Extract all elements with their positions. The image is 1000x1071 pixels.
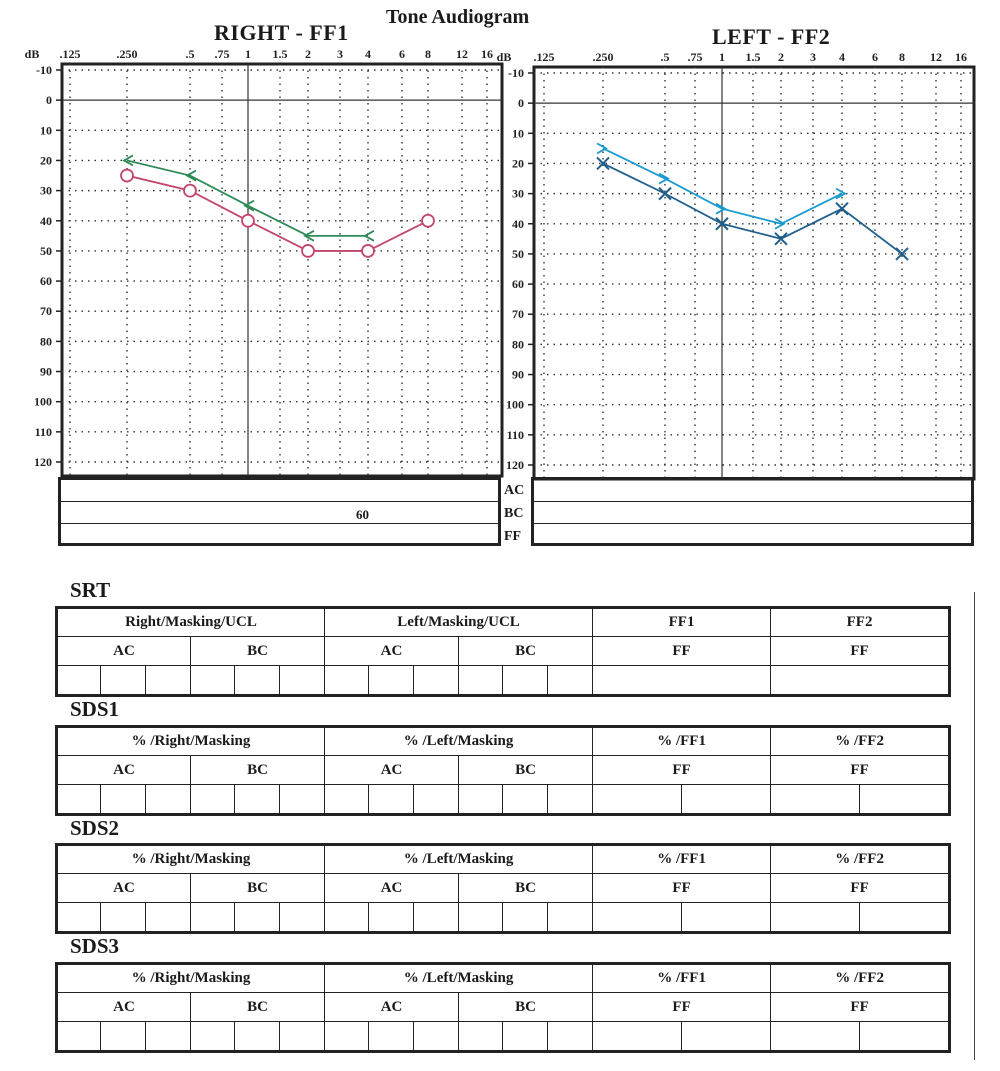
srt-cell[interactable] — [191, 666, 235, 696]
sds1-cell[interactable] — [414, 785, 459, 815]
sds1-cell[interactable] — [593, 785, 682, 815]
sds1-cell[interactable] — [191, 785, 235, 815]
sds1-right-bc: BC — [191, 756, 325, 785]
sds2-ff1-ff: FF — [593, 874, 771, 903]
sds3-ff1-ff: FF — [593, 993, 771, 1022]
srt-ff2-ff: FF — [771, 637, 950, 666]
left-y-tick: 100 — [506, 397, 524, 412]
srt-cell[interactable] — [101, 666, 146, 696]
right-y-tick: 0 — [46, 93, 52, 108]
srt-cell[interactable] — [459, 666, 503, 696]
right-x-tick: 1.5 — [272, 47, 288, 61]
sds1-cell[interactable] — [682, 785, 771, 815]
sds2-cell[interactable] — [593, 903, 682, 933]
right-ylabel: dB — [24, 47, 40, 61]
left-y-tick: 90 — [512, 367, 524, 382]
right-y-tick: 60 — [40, 274, 52, 289]
sds2-cell[interactable] — [191, 903, 235, 933]
left-y-tick: 110 — [506, 427, 524, 442]
sds3-cell[interactable] — [860, 1022, 950, 1052]
sds2-cell[interactable] — [57, 903, 101, 933]
sds1-cell[interactable] — [771, 785, 860, 815]
left-series-cross-line — [603, 163, 902, 253]
sds1-cell[interactable] — [369, 785, 414, 815]
sds1-table — [55, 725, 951, 816]
srt-right-bc: BC — [191, 637, 325, 666]
sds1-left-ac: AC — [325, 756, 459, 785]
sds2-cell[interactable] — [369, 903, 414, 933]
sds1-ff2-header: % /FF2 — [771, 727, 950, 756]
left-x-tick: .125 — [533, 50, 555, 64]
srt-cell[interactable] — [146, 666, 191, 696]
right-y-tick: 20 — [40, 153, 52, 168]
sds3-cell[interactable] — [235, 1022, 280, 1052]
right-y-tick: 120 — [34, 455, 52, 469]
right-point-circle — [302, 245, 314, 257]
right-x-tick: 3 — [337, 47, 343, 61]
right-chart-title: RIGHT - FF1 — [214, 20, 349, 45]
left-x-tick: 1 — [719, 50, 725, 64]
srt-cell[interactable] — [325, 666, 369, 696]
left-y-tick: 40 — [512, 216, 524, 231]
sds2-cell[interactable] — [280, 903, 325, 933]
sds1-left-header: % /Left/Masking — [325, 727, 593, 756]
sds1-ff1-ff: FF — [593, 756, 771, 785]
row-label-ac: AC — [504, 483, 525, 498]
srt-cell[interactable] — [57, 666, 101, 696]
sds3-ff2-ff: FF — [771, 993, 950, 1022]
right-point-arrow-left — [365, 231, 374, 241]
sds2-cell[interactable] — [459, 903, 503, 933]
sds2-cell[interactable] — [548, 903, 593, 933]
left-y-tick: 80 — [512, 337, 524, 352]
sds3-cell[interactable] — [593, 1022, 682, 1052]
page-title: Tone Audiogram — [386, 6, 530, 28]
sds3-right-bc: BC — [191, 993, 325, 1022]
left-y-tick: 60 — [512, 277, 524, 292]
sds3-left-header: % /Left/Masking — [325, 964, 593, 993]
srt-cell[interactable] — [503, 666, 548, 696]
right-y-tick: 80 — [40, 334, 52, 349]
right-x-tick: 16 — [481, 47, 493, 61]
sds1-cell[interactable] — [325, 785, 369, 815]
sds3-label: SDS3 — [70, 934, 120, 958]
right-x-tick: .5 — [185, 47, 195, 61]
right-x-tick: 1 — [245, 47, 251, 61]
right-x-tick: 6 — [399, 47, 405, 61]
srt-cell[interactable] — [280, 666, 325, 696]
sds3-right-ac: AC — [57, 993, 191, 1022]
sds1-ff1-header: % /FF1 — [593, 727, 771, 756]
right-y-tick: 90 — [40, 364, 52, 379]
srt-left-bc: BC — [459, 637, 593, 666]
sds2-table — [55, 843, 951, 934]
sds2-label: SDS2 — [70, 816, 120, 840]
left-x-tick: 8 — [899, 50, 905, 64]
sds3-table — [55, 962, 951, 1053]
sds3-cell[interactable] — [503, 1022, 548, 1052]
right-y-tick: 70 — [40, 304, 52, 319]
srt-ff1-header: FF1 — [593, 608, 771, 637]
sds1-cell[interactable] — [101, 785, 146, 815]
sds1-cell[interactable] — [503, 785, 548, 815]
right-plot-frame — [62, 64, 502, 476]
sds1-ff2-ff: FF — [771, 756, 950, 785]
srt-ff1-ff: FF — [593, 637, 771, 666]
sds3-cell[interactable] — [146, 1022, 191, 1052]
right-x-tick: .250 — [116, 47, 138, 61]
sds2-right-header: % /Right/Masking — [57, 845, 325, 874]
left-x-tick: 4 — [839, 50, 845, 64]
sds3-cell[interactable] — [280, 1022, 325, 1052]
sds2-left-ac: AC — [325, 874, 459, 903]
sds1-left-bc: BC — [459, 756, 593, 785]
right-threshold-rows — [58, 477, 501, 546]
sds2-cell[interactable] — [682, 903, 771, 933]
sds3-cell[interactable] — [101, 1022, 146, 1052]
right-y-tick: 100 — [34, 394, 52, 409]
left-threshold-rows — [531, 477, 974, 546]
left-x-tick: 12 — [930, 50, 942, 64]
sds1-cell[interactable] — [146, 785, 191, 815]
right-point-circle — [362, 245, 374, 257]
right-x-tick: 4 — [365, 47, 371, 61]
right-y-tick: 110 — [34, 424, 52, 439]
sds2-cell[interactable] — [235, 903, 280, 933]
right-audiogram — [0, 40, 505, 480]
left-plot-frame — [534, 67, 974, 479]
right-y-tick: 50 — [40, 243, 52, 258]
sds1-cell[interactable] — [57, 785, 101, 815]
right-y-tick: -10 — [36, 63, 52, 77]
left-x-tick: .250 — [592, 50, 614, 64]
right-row-bc-value: 60 — [356, 507, 369, 522]
sds1-cell[interactable] — [459, 785, 503, 815]
sds2-cell[interactable] — [503, 903, 548, 933]
srt-right-header: Right/Masking/UCL — [57, 608, 325, 637]
srt-left-ac: AC — [325, 637, 459, 666]
sds2-cell[interactable] — [325, 903, 369, 933]
right-series-circle-line — [127, 176, 428, 251]
left-y-tick: 0 — [518, 96, 524, 111]
left-y-tick: 20 — [512, 156, 524, 171]
sds1-cell[interactable] — [235, 785, 280, 815]
sds3-left-bc: BC — [459, 993, 593, 1022]
sds1-cell[interactable] — [548, 785, 593, 815]
sds2-cell[interactable] — [414, 903, 459, 933]
right-x-tick: 12 — [456, 47, 468, 61]
right-point-circle — [121, 170, 133, 182]
sds1-cell[interactable] — [280, 785, 325, 815]
sds3-cell[interactable] — [325, 1022, 369, 1052]
sds2-left-header: % /Left/Masking — [325, 845, 593, 874]
sds3-left-ac: AC — [325, 993, 459, 1022]
srt-ff2-header: FF2 — [771, 608, 950, 637]
srt-cell[interactable] — [771, 666, 950, 696]
right-y-tick: 40 — [40, 213, 52, 228]
srt-right-ac: AC — [57, 637, 191, 666]
left-y-tick: 120 — [506, 458, 524, 472]
srt-cell[interactable] — [414, 666, 459, 696]
left-x-tick: .5 — [660, 50, 670, 64]
left-x-tick: .75 — [687, 50, 703, 64]
sds3-cell[interactable] — [682, 1022, 771, 1052]
row-label-bc: BC — [504, 506, 524, 521]
row-label-ff: FF — [504, 529, 522, 544]
sds3-cell[interactable] — [369, 1022, 414, 1052]
right-point-circle — [242, 215, 254, 227]
sds3-cell[interactable] — [548, 1022, 593, 1052]
sds2-cell[interactable] — [101, 903, 146, 933]
srt-left-header: Left/Masking/UCL — [325, 608, 593, 637]
srt-cell[interactable] — [593, 666, 771, 696]
sds2-ff1-header: % /FF1 — [593, 845, 771, 874]
sds3-cell[interactable] — [191, 1022, 235, 1052]
srt-cell[interactable] — [548, 666, 593, 696]
right-point-circle — [184, 185, 196, 197]
sds2-left-bc: BC — [459, 874, 593, 903]
sds2-right-ac: AC — [57, 874, 191, 903]
sds1-label: SDS1 — [70, 697, 120, 721]
sds2-ff2-header: % /FF2 — [771, 845, 950, 874]
left-y-tick: 70 — [512, 307, 524, 322]
left-x-tick: 16 — [955, 50, 967, 64]
right-point-circle — [422, 215, 434, 227]
left-y-tick: 10 — [512, 126, 524, 141]
sds3-ff2-header: % /FF2 — [771, 964, 950, 993]
left-y-tick: -10 — [508, 66, 524, 80]
sds3-cell[interactable] — [459, 1022, 503, 1052]
right-x-tick: .125 — [59, 47, 81, 61]
left-ylabel: dB — [496, 50, 512, 64]
sds2-cell[interactable] — [771, 903, 860, 933]
sds2-cell[interactable] — [146, 903, 191, 933]
left-chart-title: LEFT - FF2 — [712, 24, 831, 49]
sds2-right-bc: BC — [191, 874, 325, 903]
left-x-tick: 1.5 — [745, 50, 761, 64]
right-x-tick: 8 — [425, 47, 431, 61]
left-x-tick: 2 — [778, 50, 784, 64]
srt-cell[interactable] — [369, 666, 414, 696]
sds2-ff2-ff: FF — [771, 874, 950, 903]
sds3-cell[interactable] — [57, 1022, 101, 1052]
sds3-right-header: % /Right/Masking — [57, 964, 325, 993]
left-x-tick: 6 — [872, 50, 878, 64]
sds1-right-ac: AC — [57, 756, 191, 785]
right-y-tick: 10 — [40, 123, 52, 138]
srt-label: SRT — [70, 578, 111, 602]
left-y-tick: 30 — [512, 186, 524, 201]
sds3-ff1-header: % /FF1 — [593, 964, 771, 993]
sds3-cell[interactable] — [771, 1022, 860, 1052]
sds2-cell[interactable] — [860, 903, 950, 933]
right-x-tick: 2 — [305, 47, 311, 61]
right-x-tick: .75 — [214, 47, 230, 61]
page-edge-rule — [974, 592, 975, 1060]
sds1-right-header: % /Right/Masking — [57, 727, 325, 756]
left-y-tick: 50 — [512, 246, 524, 261]
right-y-tick: 30 — [40, 183, 52, 198]
srt-table — [55, 606, 951, 697]
sds1-cell[interactable] — [860, 785, 950, 815]
left-point-arrow-right — [597, 143, 606, 153]
left-audiogram — [496, 40, 1000, 480]
srt-cell[interactable] — [235, 666, 280, 696]
left-x-tick: 3 — [810, 50, 816, 64]
sds3-cell[interactable] — [414, 1022, 459, 1052]
